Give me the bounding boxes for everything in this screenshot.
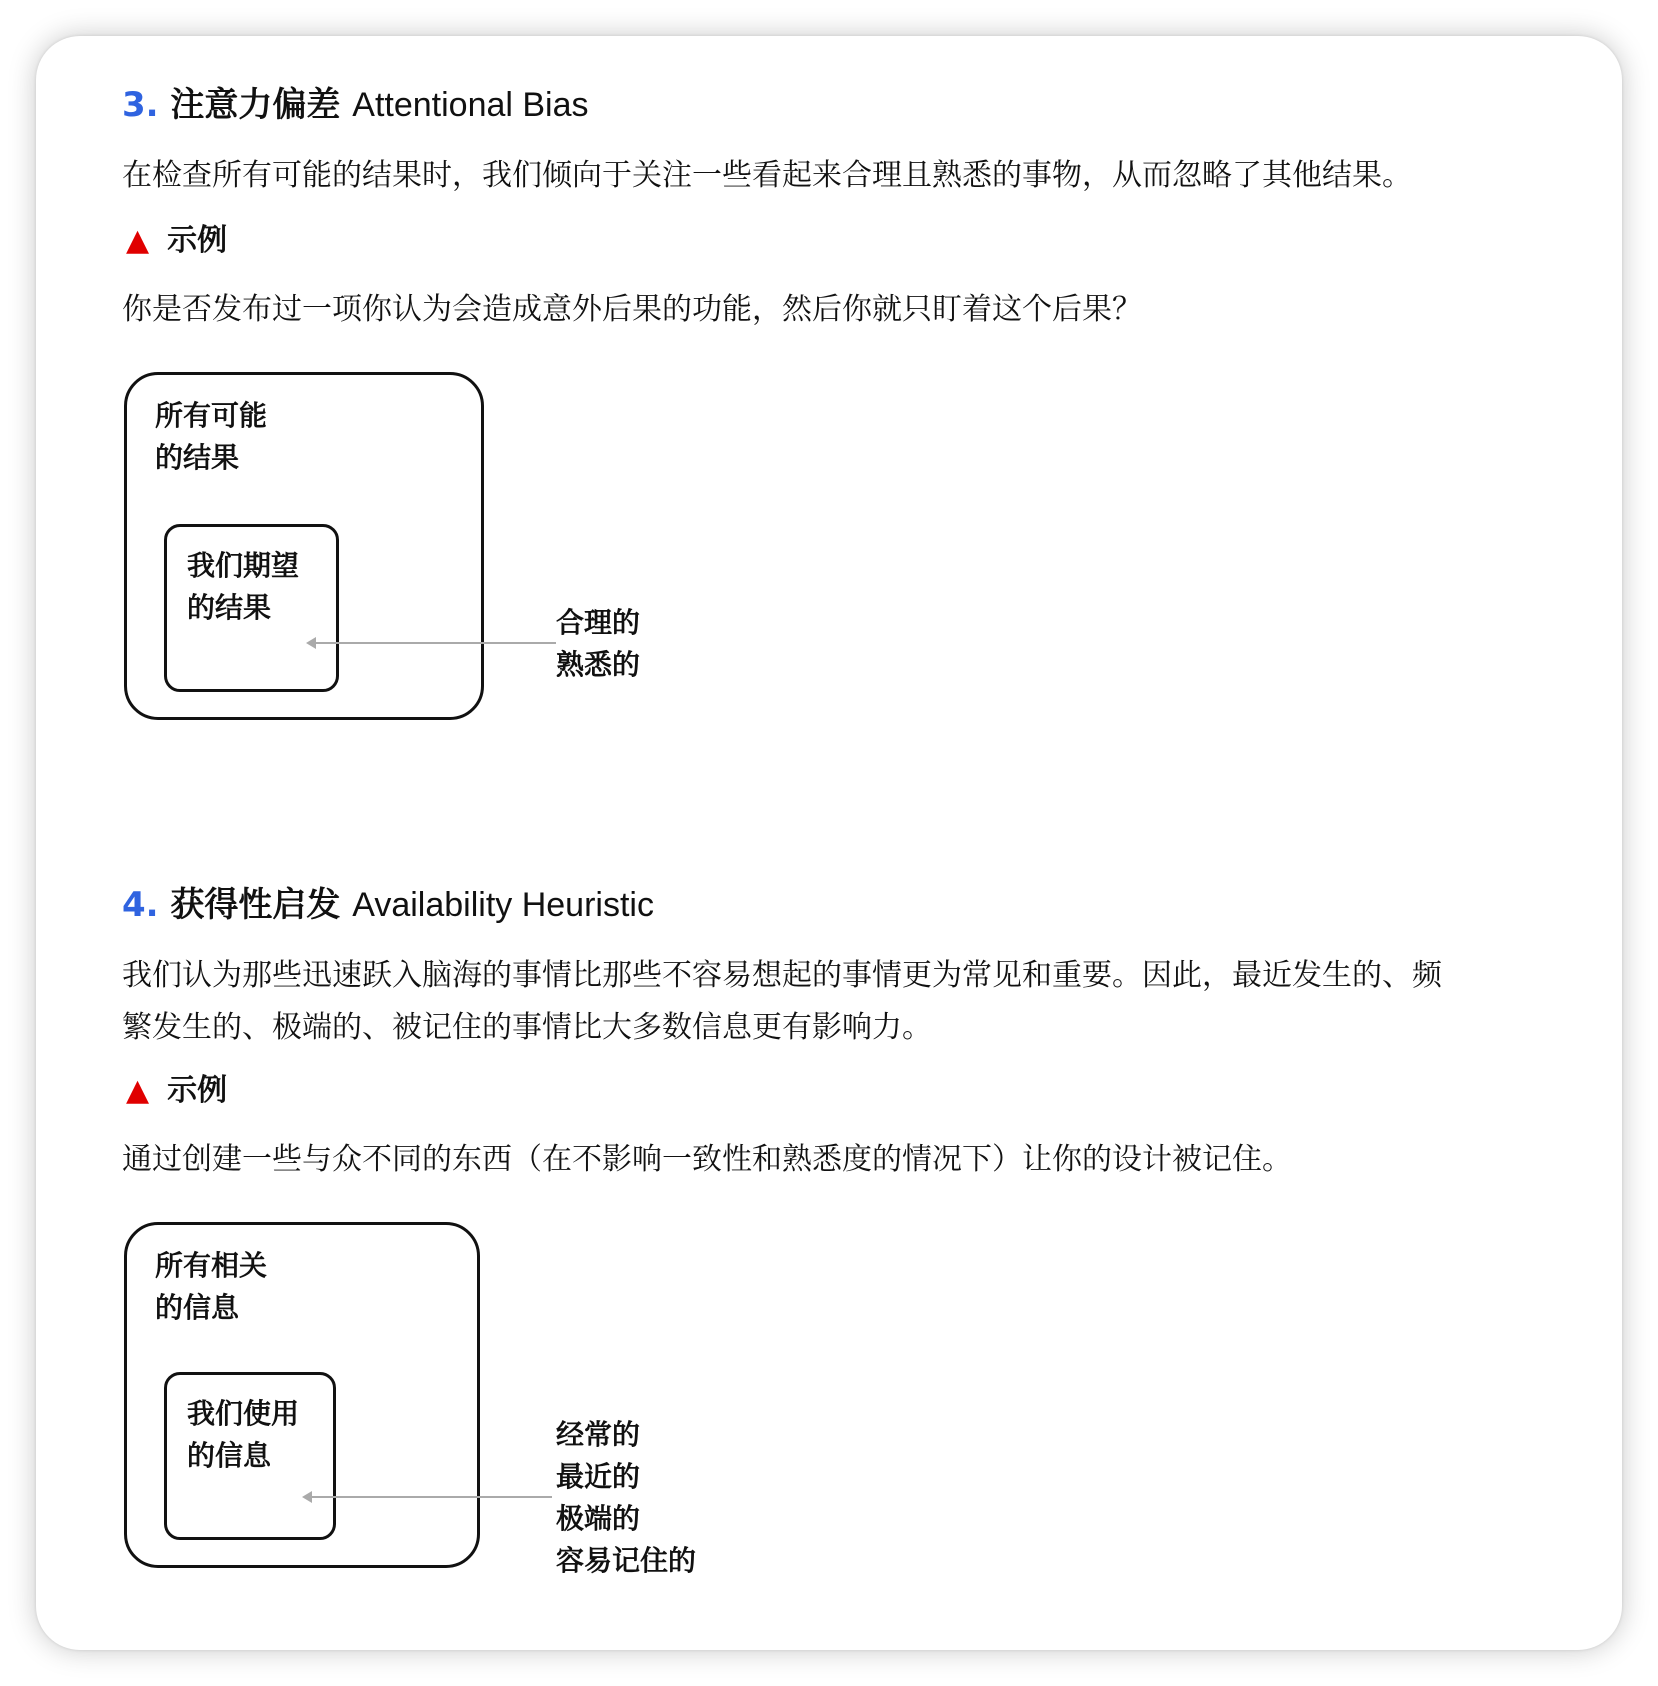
section-3-heading: [122, 85, 589, 125]
side-label: [556, 602, 640, 686]
side-label-line: 容易记住的: [556, 1544, 697, 1577]
red-triangle-icon: ▲: [126, 223, 150, 258]
section-3-example-text: 你是否发布过一项你认为会造成意外后果的功能，然后你就只盯着这个后果？: [122, 292, 1142, 327]
section-4-example-text: 通过创建一些与众不同的东西（在不影响一致性和熟悉度的情况下）让你的设计被记住。: [122, 1142, 1292, 1177]
inner-label-line: 我们使用: [187, 1397, 300, 1430]
side-label-line: 经常的: [556, 1418, 641, 1451]
section-number: 4.: [122, 885, 159, 925]
content-card: [36, 36, 1622, 1650]
outer-label-line: 的结果: [155, 441, 240, 474]
expected-outcomes-box: [164, 524, 339, 692]
description-line: 繁发生的、极端的、被记住的事情比大多数信息更有影响力。: [122, 1010, 932, 1045]
outer-box-label: [155, 1245, 267, 1329]
section-title-cn: 注意力偏差: [170, 85, 341, 125]
section-4-heading: [122, 885, 654, 925]
inner-label-line: 的信息: [187, 1439, 272, 1472]
inner-box-label: [187, 545, 299, 629]
inner-label-line: 的结果: [187, 591, 272, 624]
inner-label-line: 我们期望: [187, 549, 300, 582]
side-label-line: 合理的: [556, 606, 641, 639]
arrow-left-icon: [302, 1490, 552, 1504]
outer-label-line: 的信息: [155, 1291, 240, 1324]
side-label: [556, 1414, 696, 1582]
section-title-cn: 获得性启发: [170, 885, 341, 925]
section-number: 3.: [122, 85, 159, 125]
side-label-line: 最近的: [556, 1460, 641, 1493]
outer-box-label: [155, 395, 267, 479]
description-line: 我们认为那些迅速跃入脑海的事情比那些不容易想起的事情更为常见和重要。因此，最近发生的、频: [122, 958, 1442, 993]
red-triangle-icon: ▲: [126, 1073, 150, 1108]
outer-label-line: 所有相关: [155, 1249, 268, 1282]
section-title-en: Attentional Bias: [352, 86, 589, 124]
description-line: 在检查所有可能的结果时，我们倾向于关注一些看起来合理且熟悉的事物，从而忽略了其他结果。: [122, 158, 1412, 193]
side-label-line: 极端的: [556, 1502, 641, 1535]
section-4-description: [122, 950, 1442, 1054]
outer-label-line: 所有可能: [155, 399, 268, 432]
section-3-description: [122, 150, 1412, 202]
section-title-en: Availability Heuristic: [352, 886, 654, 924]
section-4-example-heading: [126, 1073, 228, 1108]
example-label: 示例: [167, 223, 228, 258]
used-info-box: [164, 1372, 336, 1540]
inner-box-label: [187, 1393, 299, 1477]
side-label-line: 熟悉的: [556, 648, 641, 681]
example-label: 示例: [167, 1073, 228, 1108]
arrow-left-icon: [306, 636, 556, 650]
section-3-example-heading: [126, 223, 228, 258]
